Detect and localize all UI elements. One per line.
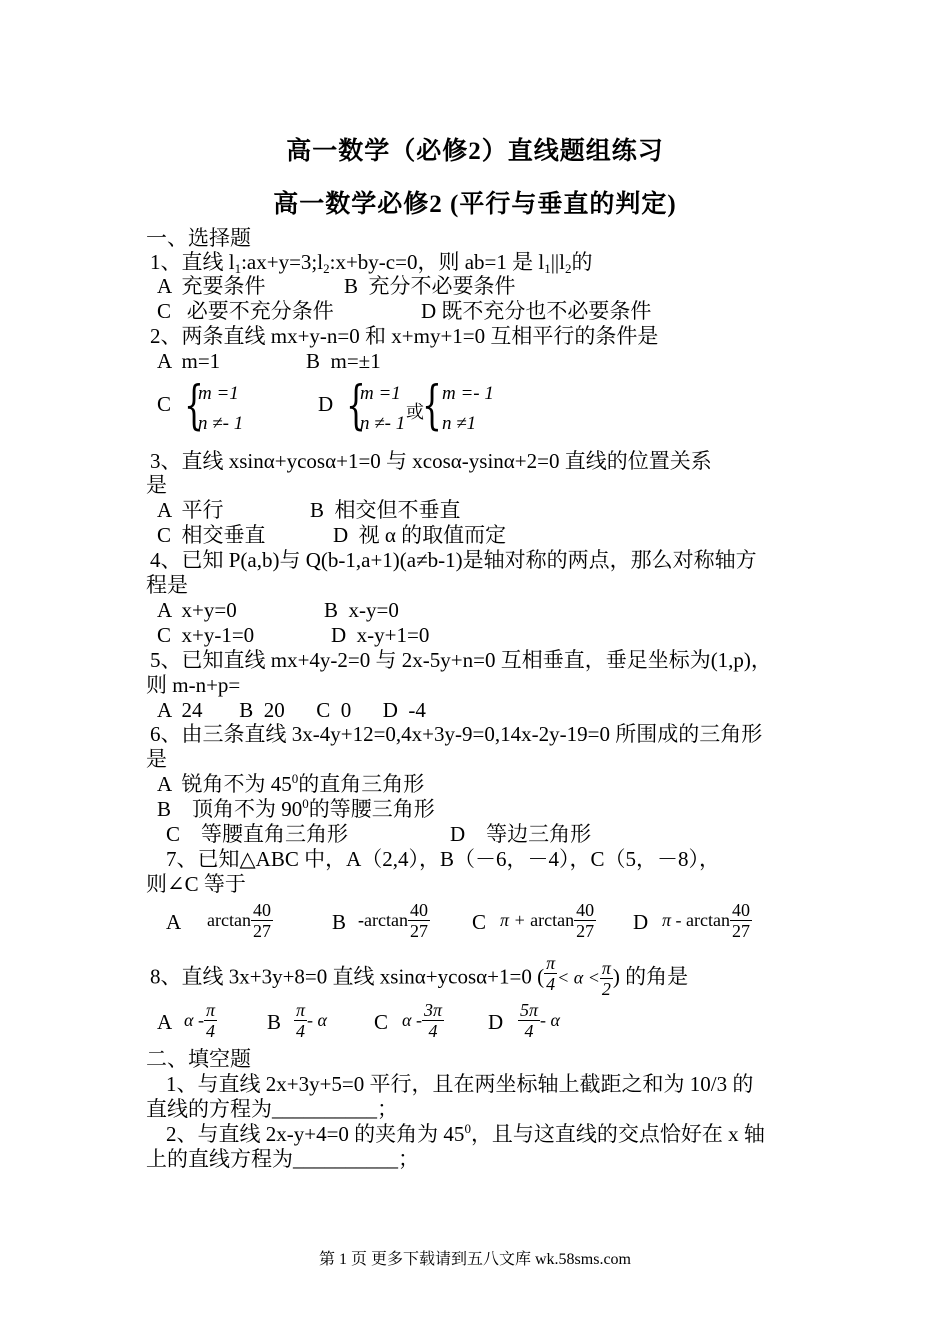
question-2-option-b: B m=±1 <box>306 349 381 373</box>
question-2-or: 或 <box>406 402 424 422</box>
question-8-option-a-label: A <box>157 1010 173 1034</box>
question-6-option-d: D 等边三角形 <box>450 822 592 846</box>
question-7-option-d-label: D <box>633 910 649 934</box>
question-1-option-b: B 充分不必要条件 <box>344 274 516 298</box>
question-8-option-a-expr: α - $\frac{\pi}{4}$ <box>184 1000 215 1041</box>
question-4-option-b: B x-y=0 <box>324 598 399 622</box>
question-7-stem-line1: 7、已知△ABC 中，A（2,4），B（－6，－4），C（5，－8）， <box>166 847 721 871</box>
question-7-option-b-label: B <box>332 910 347 934</box>
question-8-option-b-label: B <box>267 1010 282 1034</box>
page-title: 高一数学（必修2）直线题组练习 <box>286 138 664 165</box>
question-8-option-d-label: D <box>488 1010 504 1034</box>
question-2-d1-line1: m =1 <box>360 383 401 404</box>
question-3-stem-line1: 3、直线 xsinα+ycosα+1=0 与 xcosα-ysinα+2=0 直线的位置关系 <box>150 449 712 473</box>
question-6-option-c: C 等腰直角三角形 <box>166 822 349 846</box>
question-2-d2-line2: n ≠1 <box>442 413 477 434</box>
question-7-option-c-label: C <box>472 910 487 934</box>
question-4-stem-line2: 程是 <box>146 573 188 597</box>
question-3-option-b: B 相交但不垂直 <box>310 498 461 522</box>
fill-1-line2: 直线的方程为__________； <box>146 1097 398 1121</box>
question-4-option-d: D x-y+1=0 <box>331 623 430 647</box>
question-2-d2-line1: m =- 1 <box>442 383 494 404</box>
question-3-stem-line2: 是 <box>146 473 167 497</box>
question-8-option-d-expr: $\frac{5\pi}{4}$ - α <box>520 1000 560 1041</box>
question-7-stem-line2: 则∠C 等于 <box>146 872 246 896</box>
fill-2-line2: 上的直线方程为__________； <box>146 1147 419 1171</box>
question-8-option-c-expr: α - $\frac{3\pi}{4}$ <box>402 1000 442 1041</box>
question-2-d1-line2: n ≠- 1 <box>360 413 406 434</box>
page-footer: 第 1 页 更多下载请到五八文库 wk.58sms.com <box>318 1251 631 1268</box>
fill-1-line1: 1、与直线 2x+3y+5=0 平行，且在两坐标轴上截距之和为 10/3 的 <box>166 1072 754 1096</box>
section-choice-heading: 一、选择题 <box>146 226 251 250</box>
question-3-option-d: D 视 α 的取值而定 <box>333 523 507 547</box>
question-7-option-c-expr: π + arctan $\frac{40}{27}$ <box>500 900 595 941</box>
section-fill-heading: 二、填空题 <box>146 1047 251 1071</box>
question-2-c-line1: m =1 <box>198 383 239 404</box>
question-8-option-b-expr: $\frac{\pi}{4}$ - α <box>296 1000 327 1041</box>
question-2-option-c-label: C <box>157 392 172 416</box>
question-6-stem-line1: 6、由三条直线 3x-4y+12=0,4x+3y-9=0,14x-2y-19=0 所围成的三角形 <box>150 722 763 746</box>
question-7-option-b-expr: -arctan $\frac{40}{27}$ <box>358 900 428 941</box>
question-3-option-a: A 平行 <box>157 498 224 522</box>
question-2-c-line2: n ≠- 1 <box>198 413 244 434</box>
question-2-stem: 2、两条直线 mx+y-n=0 和 x+my+1=0 互相平行的条件是 <box>150 324 659 348</box>
question-1-option-c: C 必要不充分条件 <box>157 299 334 323</box>
question-6-option-a: A 锐角不为 $45^0$的直角三角形 <box>157 771 425 796</box>
page-subtitle: 高一数学必修2 (平行与垂直的判定) <box>273 191 677 218</box>
question-7-option-a-label: A <box>166 910 182 934</box>
question-8-option-c-label: C <box>374 1010 389 1034</box>
question-4-stem-line1: 4、已知 P(a,b)与 Q(b-1,a+1)(a≠b-1)是轴对称的两点，那么对称轴方 <box>150 548 757 572</box>
question-1-stem: 1、直线 $l_1:ax+y=3;l_2:x+by-c=0$，则 ab=1 是 $l_1||l_2$的 <box>150 250 593 276</box>
question-8-stem: 8、直线 3x+3y+8=0 直线 xsinα+ycosα+1=0 ( $\frac{\pi}{4}$ < α < $\frac{\pi}{2}$ ) 的角是 <box>150 953 689 999</box>
question-1-option-a: A 充要条件 <box>157 274 266 298</box>
question-5-stem-line1: 5、已知直线 mx+4y-2=0 与 2x-5y+n=0 互相垂直，垂足坐标为(1,p)， <box>150 648 772 672</box>
question-3-option-c: C 相交垂直 <box>157 523 266 547</box>
question-7-option-a-expr: arctan $\frac{40}{27}$ <box>207 900 271 941</box>
brace-icon: { <box>184 376 204 436</box>
question-5-stem-line2: 则 m-n+p= <box>146 673 241 697</box>
question-4-option-c: C x+y-1=0 <box>157 623 255 647</box>
question-2-option-d-label: D <box>318 392 334 416</box>
brace-icon: { <box>346 376 366 436</box>
question-1-option-d: D 既不充分也不必要条件 <box>421 299 652 323</box>
brace-icon: { <box>422 376 442 436</box>
question-7-option-d-expr: π - arctan $\frac{40}{27}$ <box>662 900 750 941</box>
question-5-options: A 24 B 20 C 0 D -4 <box>157 698 426 722</box>
question-2-option-a: A m=1 <box>157 349 221 373</box>
question-4-option-a: A x+y=0 <box>157 598 237 622</box>
question-6-option-b: B 顶角不为 $90^0$的等腰三角形 <box>157 796 435 821</box>
fill-2-line1: 2、与直线 2x-y+4=0 的夹角为 $45^0$，且与这直线的交点恰好在 x 轴 <box>166 1121 765 1146</box>
question-6-stem-line2: 是 <box>146 747 167 771</box>
